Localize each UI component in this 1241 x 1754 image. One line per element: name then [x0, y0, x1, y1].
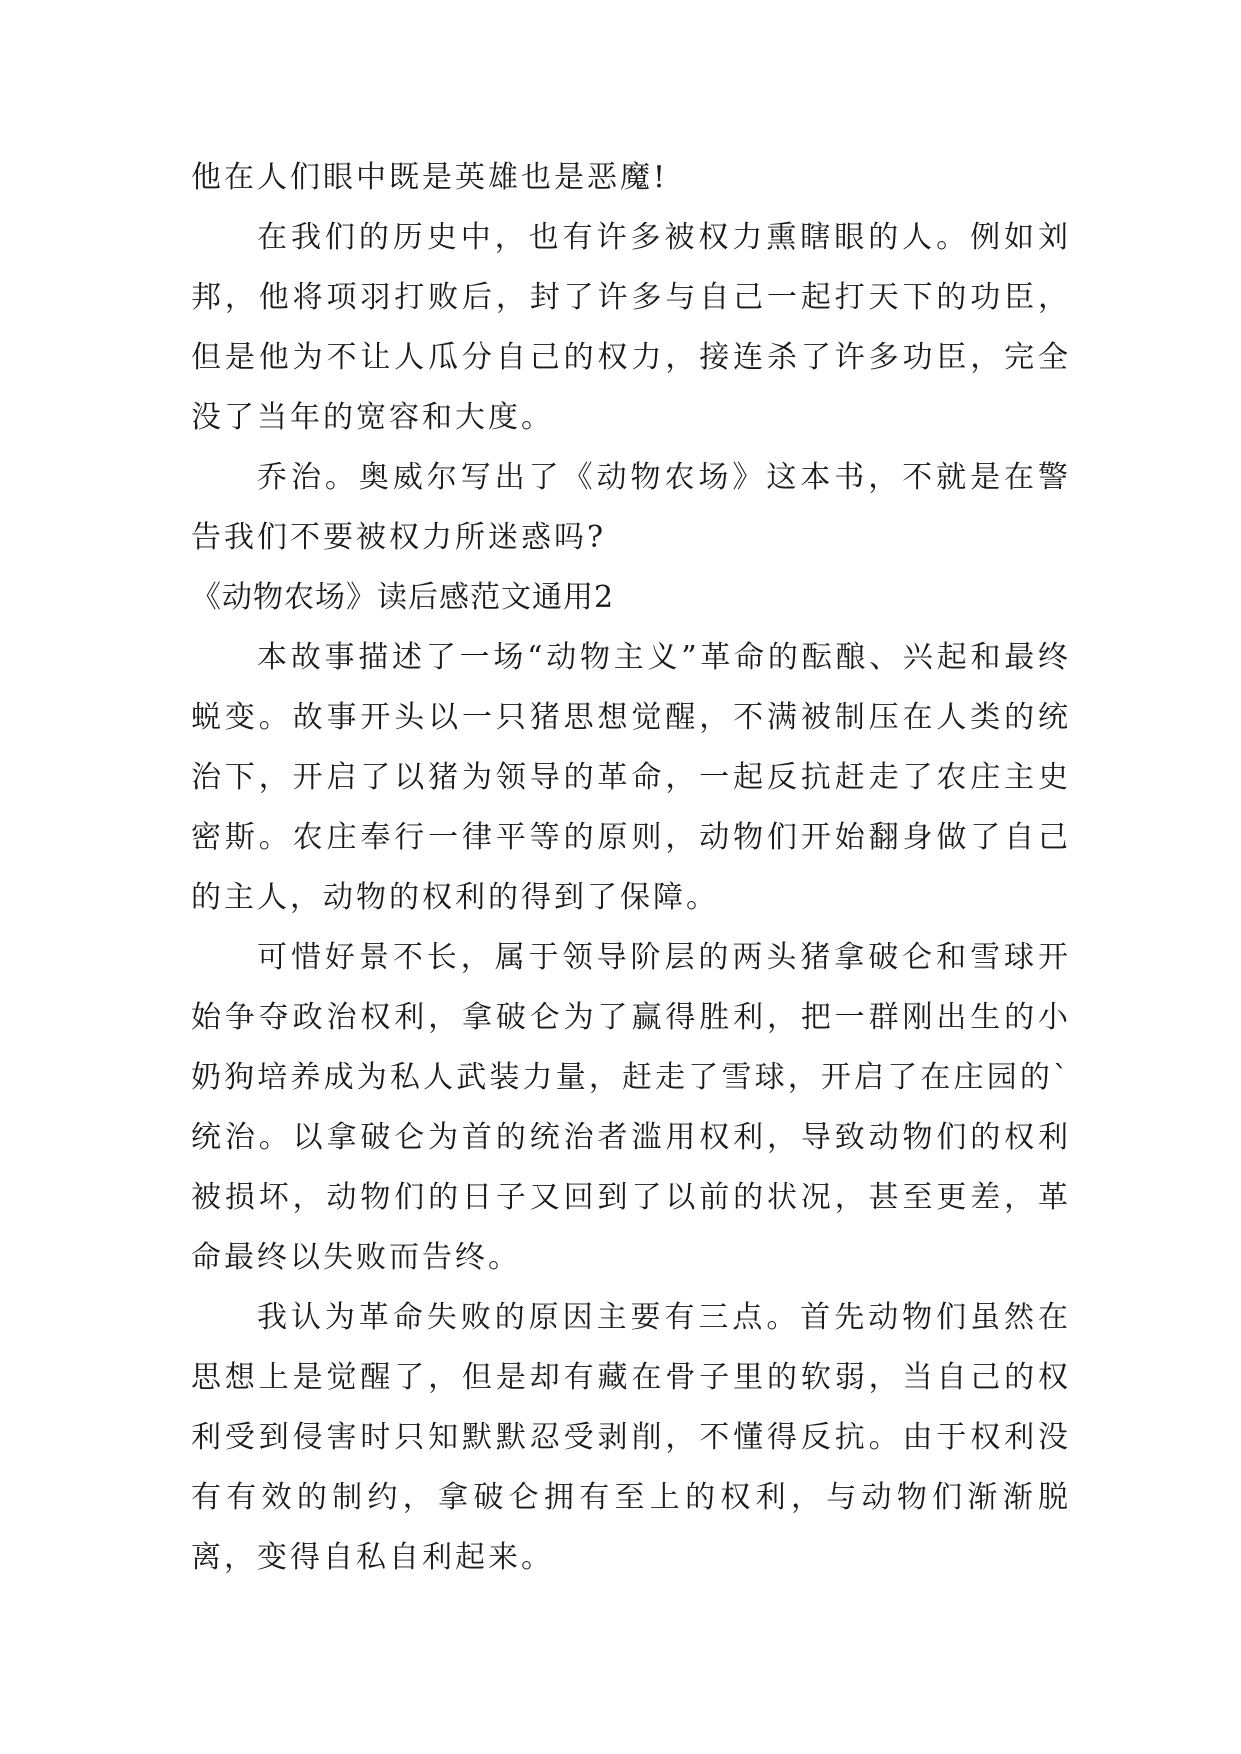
paragraph-2: 在我们的历史中，也有许多被权力熏瞎眼的人。例如刘邦，他将项羽打败后，封了许多与自己一起打天下的功臣，但是他为不让人瓜分自己的权力，接连杀了许多功臣，完全没了当年的宽容和大度。: [191, 220, 1071, 435]
paragraph-3: 乔治。奥威尔写出了《动物农场》这本书，不就是在警告我们不要被权力所迷惑吗?: [191, 460, 1071, 555]
paragraph-4: 本故事描述了一场“动物主义”革命的酝酿、兴起和最终蜕变。故事开头以一只猪思想觉醒，不满被制压在人类的统治下，开启了以猪为领导的革命，一起反抗赶走了农庄主史密斯。农庄奉行一律平等的原则，动物们开始翻身做了自己的主人，动物的权利的得到了保障。: [191, 640, 1071, 915]
section-heading: 《动物农场》读后感范文通用2: [191, 580, 615, 615]
paragraph-6: 我认为革命失败的原因主要有三点。首先动物们虽然在思想上是觉醒了，但是却有藏在骨子里的软弱，当自己的权利受到侵害时只知默默忍受剥削，不懂得反抗。由于权利没有有效的制约，拿破仑拥有至上的权利，与动物们渐渐脱离，变得自私自利起来。: [191, 1300, 1071, 1575]
document-body: [191, 148, 1071, 1588]
paragraph-5: 可惜好景不长，属于领导阶层的两头猪拿破仑和雪球开始争夺政治权利，拿破仑为了赢得胜利，把一群刚出生的小奶狗培养成为私人武装力量，赶走了雪球，开启了在庄园的`统治。以拿破仑为首的统治者滥用权利，导致动物们的权利被损坏，动物们的日子又回到了以前的状况，甚至更差，革命最终以失败而告终。: [191, 940, 1071, 1275]
paragraph-1: 他在人们眼中既是英雄也是恶魔!: [191, 160, 669, 195]
